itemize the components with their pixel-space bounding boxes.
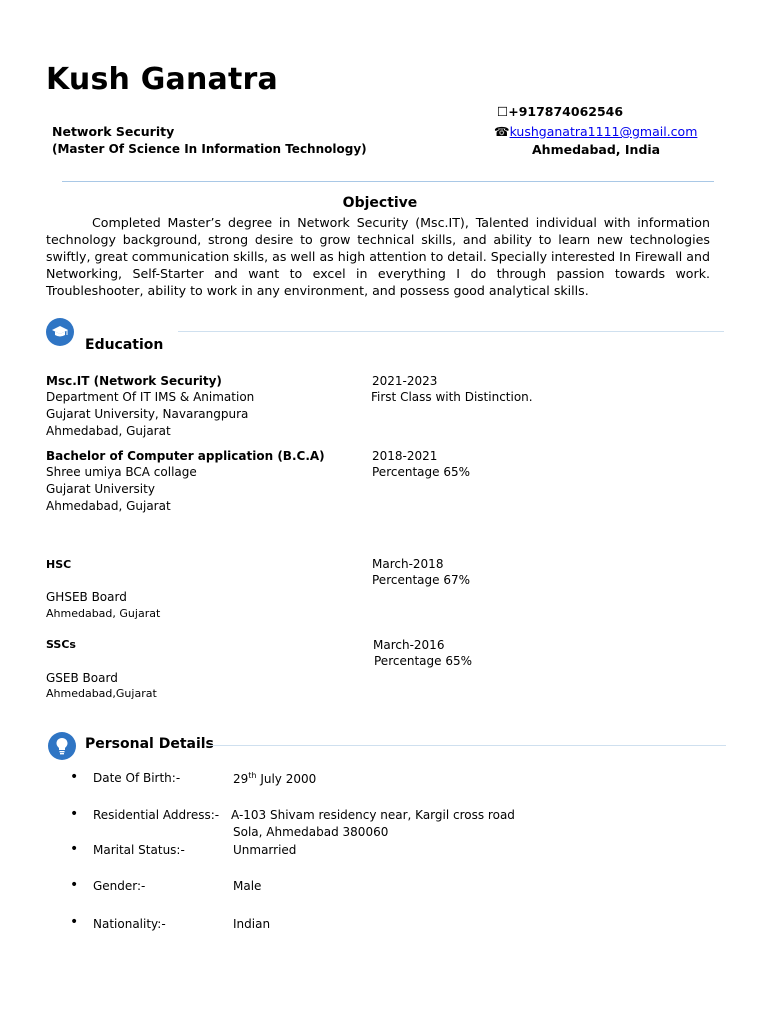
edu-line: Ahmedabad, Gujarat — [46, 607, 161, 620]
job-title: Network Security — [52, 124, 175, 139]
personal-details-title: Personal Details — [85, 736, 214, 752]
gender-label: Gender:- — [93, 879, 146, 893]
degree-subtitle: (Master Of Science In Information Technology) — [52, 142, 367, 156]
bullet: • — [70, 914, 79, 930]
marital-value: Unmarried — [233, 843, 297, 857]
edu-result: First Class with Distinction. — [371, 390, 533, 404]
phone-number: +917874062546 — [508, 104, 624, 119]
lightbulb-icon — [48, 732, 76, 760]
nationality-label: Nationality:- — [93, 917, 166, 931]
gender-value: Male — [233, 879, 262, 893]
email-line — [494, 124, 697, 139]
dob-value: 29th July 2000 — [233, 771, 317, 786]
nationality-value: Indian — [233, 917, 271, 931]
address-line: A-103 Shivam residency near, Kargil cross road — [231, 808, 515, 822]
edu-result: Percentage 67% — [372, 573, 470, 587]
location: Ahmedabad, India — [532, 142, 661, 157]
edu-degree: Msc.IT (Network Security) — [46, 374, 222, 388]
edu-line: Shree umiya BCA collage — [46, 465, 197, 479]
edu-years: March-2018 — [372, 557, 444, 571]
edu-years: 2018-2021 — [372, 449, 438, 463]
personal-divider — [210, 745, 726, 746]
marital-label: Marital Status:- — [93, 843, 185, 857]
email-link[interactable]: kushganatra1111@gmail.com — [509, 124, 698, 139]
address-label: Residential Address:- — [93, 808, 220, 822]
edu-line: Gujarat University, Navarangpura — [46, 407, 249, 421]
edu-line: Ahmedabad, Gujarat — [46, 499, 171, 513]
bullet: • — [70, 841, 79, 857]
education-divider — [178, 331, 724, 332]
edu-years: 2021-2023 — [372, 374, 438, 388]
edu-degree: SSCs — [46, 638, 76, 651]
dob-label: Date Of Birth:- — [93, 771, 181, 785]
edu-degree: Bachelor of Computer application (B.C.A) — [46, 449, 325, 463]
edu-line: GSEB Board — [46, 671, 118, 685]
edu-line: Gujarat University — [46, 482, 155, 496]
edu-line: Ahmedabad,Gujarat — [46, 687, 157, 700]
edu-line: Ahmedabad, Gujarat — [46, 424, 171, 438]
graduation-cap-icon — [46, 318, 74, 346]
edu-result: Percentage 65% — [374, 654, 472, 668]
objective-title: Objective — [342, 195, 418, 211]
telephone-icon: ☎ — [494, 124, 510, 139]
objective-text: Completed Master’s degree in Network Security (Msc.IT), Talented individual with information technology background, strong desire to grow technical skills, and ability to learn new technologies swiftly, great communication skills, as well as high attention to detail. Specially interested In Firewall and Networking, Self-Starter and want to excel in everything I do through passion towards work. Troubleshooter, ability to work in any environment, and possess good analytical skills. — [46, 215, 710, 298]
phone-line — [497, 104, 623, 119]
header-divider — [62, 181, 714, 182]
bullet: • — [70, 877, 79, 893]
phone-icon: ☐ — [497, 104, 509, 119]
edu-degree: HSC — [46, 558, 72, 571]
education-title: Education — [85, 337, 164, 353]
edu-result: Percentage 65% — [372, 465, 470, 479]
candidate-name: Kush Ganatra — [46, 62, 278, 97]
edu-years: March-2016 — [373, 638, 445, 652]
bullet: • — [70, 806, 79, 822]
bullet: • — [70, 769, 79, 785]
edu-line: GHSEB Board — [46, 590, 127, 604]
edu-line: Department Of IT IMS & Animation — [46, 390, 255, 404]
address-line: Sola, Ahmedabad 380060 — [233, 825, 389, 839]
